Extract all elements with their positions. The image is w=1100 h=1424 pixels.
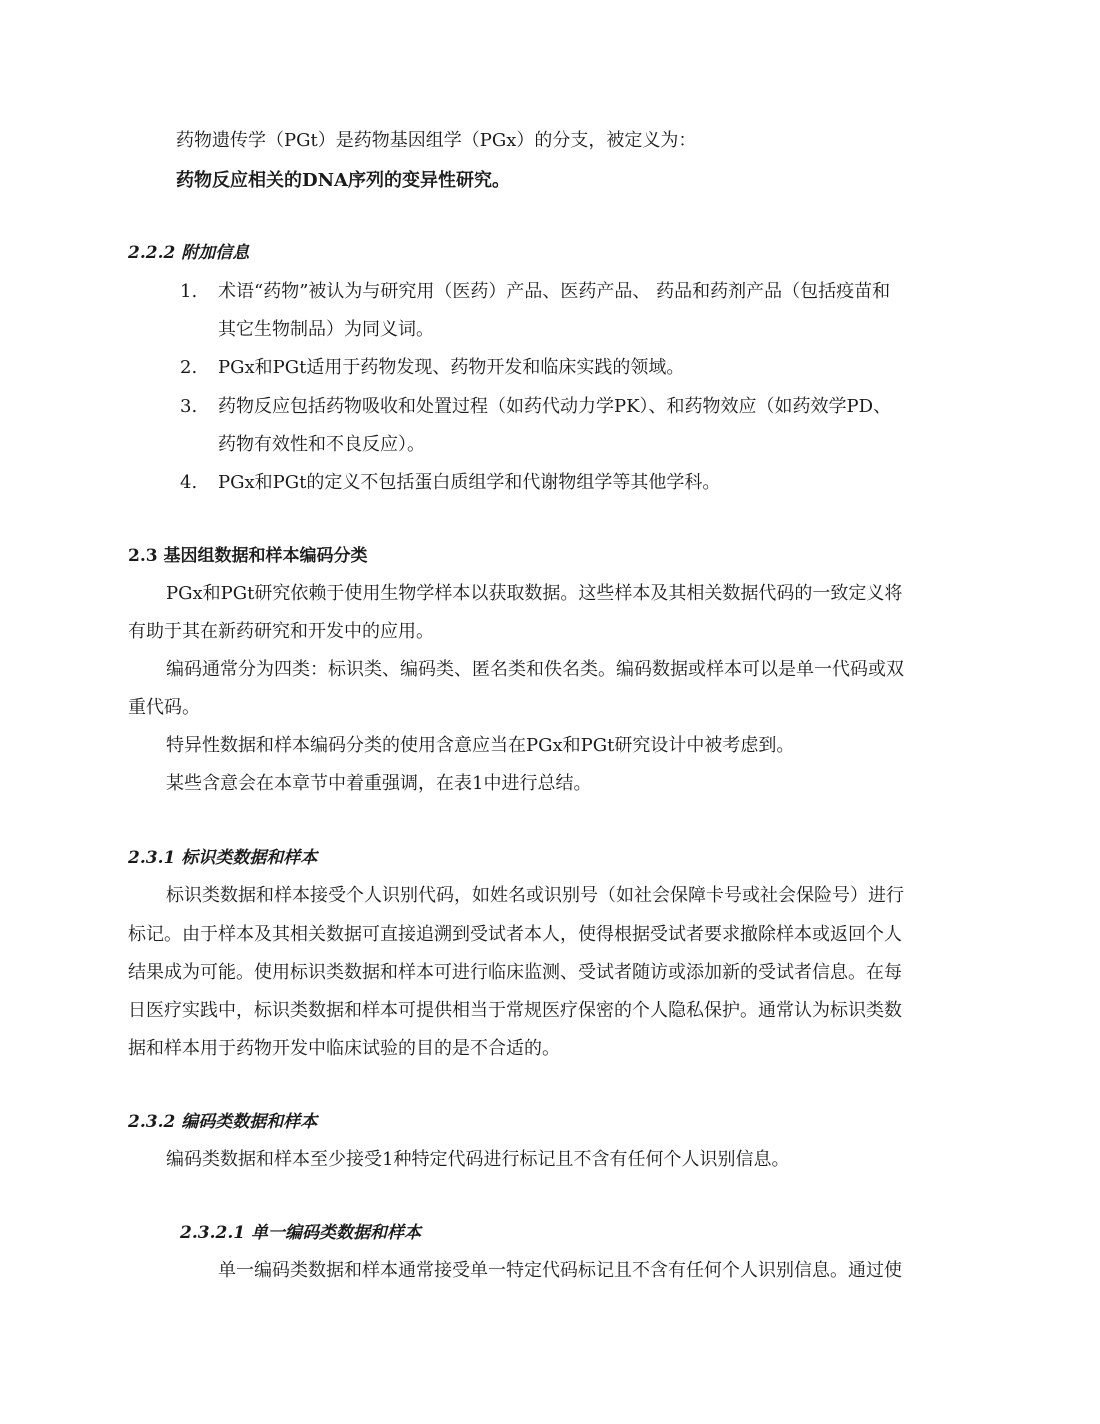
- list-item-number: 3.: [180, 396, 198, 417]
- paragraph-line: 据和样本用于药物开发中临床试验的目的是不合适的。: [128, 1038, 560, 1059]
- intro-definition: 药物反应相关的DNA序列的变异性研究。: [176, 170, 511, 191]
- section-heading-2-3-1: 2.3.1 标识类数据和样本: [128, 848, 318, 868]
- list-item-number: 4.: [180, 472, 198, 493]
- intro-line-1: 药物遗传学（PGt）是药物基因组学（PGx）的分支，被定义为：: [176, 130, 697, 151]
- paragraph-line: 标识类数据和样本接受个人识别代码，如姓名或识别号（如社会保障卡号或社会保险号）进行: [166, 885, 904, 906]
- list-item-text-cont: 药物有效性和不良反应）。: [218, 434, 425, 455]
- list-item-text: PGx和PGt适用于药物发现、药物开发和临床实践的领域。: [218, 357, 685, 378]
- paragraph-line: 编码类数据和样本至少接受1种特定代码进行标记且不含有任何个人识别信息。: [166, 1149, 790, 1170]
- list-item-number: 1.: [180, 281, 198, 302]
- list-item-text: 术语“药物”被认为与研究用（医药）产品、医药产品、 药品和药剂产品（包括疫苗和: [218, 281, 891, 302]
- section-heading-2-2-2: 2.2.2 附加信息: [128, 243, 250, 263]
- paragraph-line: PGx和PGt研究依赖于使用生物学样本以获取数据。这些样本及其相关数据代码的一致定义将: [166, 583, 903, 604]
- section-heading-2-3-2: 2.3.2 编码类数据和样本: [128, 1112, 318, 1132]
- section-heading-2-3: 2.3 基因组数据和样本编码分类: [128, 546, 368, 566]
- paragraph-line: 某些含意会在本章节中着重强调，在表1中进行总结。: [166, 773, 592, 794]
- paragraph-line: 标记。由于样本及其相关数据可直接追溯到受试者本人，使得根据受试者要求撤除样本或返回个人: [128, 924, 902, 945]
- section-heading-2-3-2-1: 2.3.2.1 单一编码类数据和样本: [180, 1223, 421, 1243]
- paragraph-line: 编码通常分为四类：标识类、编码类、匿名类和佚名类。编码数据或样本可以是单一代码或双: [166, 659, 904, 680]
- list-item-text-cont: 其它生物制品）为同义词。: [218, 319, 434, 340]
- paragraph-line: 结果成为可能。使用标识类数据和样本可进行临床监测、受试者随访或添加新的受试者信息。在每: [128, 962, 902, 983]
- paragraph-line: 单一编码类数据和样本通常接受单一特定代码标记且不含有任何个人识别信息。通过使: [218, 1260, 902, 1281]
- paragraph-line: 有助于其在新药研究和开发中的应用。: [128, 621, 434, 642]
- paragraph-line: 重代码。: [128, 697, 200, 718]
- list-item-text: PGx和PGt的定义不包括蛋白质组学和代谢物组学等其他学科。: [218, 472, 721, 493]
- paragraph-line: 日医疗实践中，标识类数据和样本可提供相当于常规医疗保密的个人隐私保护。通常认为标识类数: [128, 1000, 902, 1021]
- paragraph-line: 特异性数据和样本编码分类的使用含意应当在PGx和PGt研究设计中被考虑到。: [166, 735, 795, 756]
- list-item-text: 药物反应包括药物吸收和处置过程（如药代动力学PK）、和药物效应（如药效学PD、: [218, 396, 892, 417]
- list-item-number: 2.: [180, 357, 198, 378]
